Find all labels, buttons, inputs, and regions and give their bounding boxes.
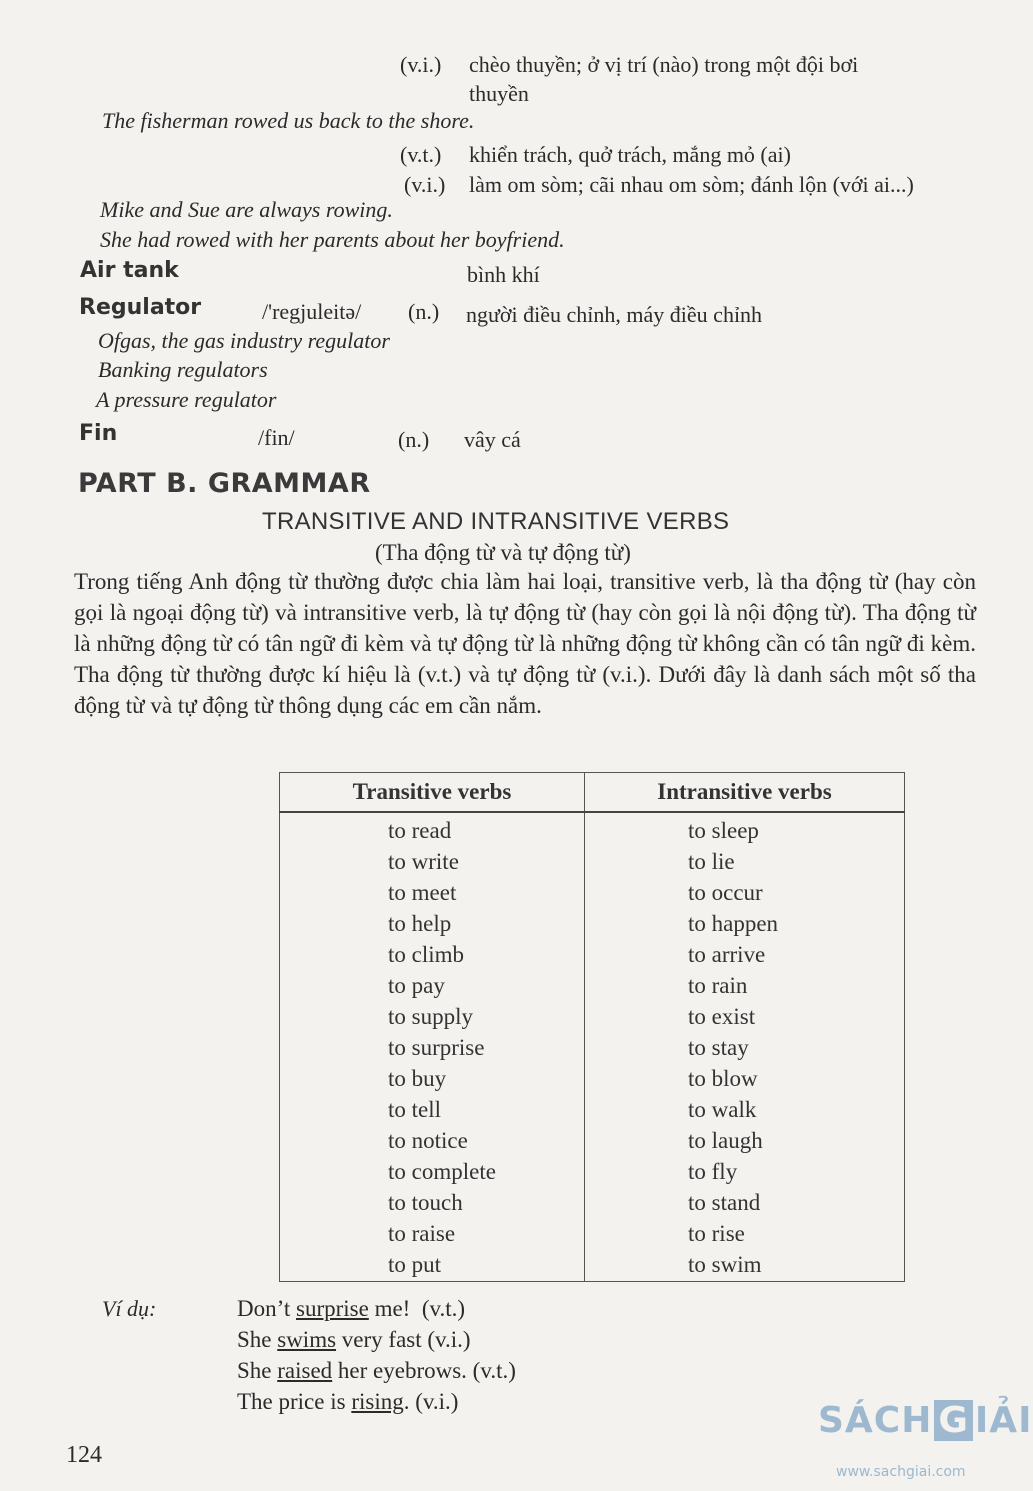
transitive-verb: to read [388,818,452,843]
vi1-tag: (v.i.) [400,52,442,77]
header-intransitive: Intransitive verbs [585,773,905,813]
example-text: very fast (v.i.) [336,1327,471,1352]
row-example-1: Mike and Sue are always rowing. [100,197,393,222]
regulator-pos: (n.) [408,299,440,324]
examples-label: Ví dụ: [102,1296,157,1321]
regulator-example-2: Banking regulators [98,357,268,382]
transitive-verb: to touch [388,1190,463,1215]
vi1-example: The fisherman rowed us back to the shore. [102,108,475,133]
vt-tag: (v.t.) [400,142,442,167]
intransitive-list [688,815,903,1280]
transitive-verb: to raise [388,1221,456,1246]
regulator-example-3: A pressure regulator [96,387,277,412]
intransitive-verb: to stand [688,1190,761,1215]
vi1-definition-line2: thuyền [469,81,529,106]
example-verb: surprise [296,1296,369,1321]
section-title: TRANSITIVE AND INTRANSITIVE VERBS [262,508,730,535]
regulator-ipa: /'regjuleitə/ [262,299,362,324]
headword-air-tank: Air tank [80,258,179,283]
transitive-verb: to complete [388,1159,496,1184]
transitive-verb: to put [388,1252,442,1277]
transitive-verb: to notice [388,1128,468,1153]
intransitive-verb: to blow [688,1066,758,1091]
example-text: me! (v.t.) [368,1296,466,1321]
example-text: her eyebrows. (v.t.) [332,1358,516,1383]
intransitive-column [585,812,905,1282]
vt-definition: khiển trách, quở trách, mắng mỏ (ai) [469,142,791,167]
example-sentence [237,1358,516,1384]
transitive-verb: to tell [388,1097,442,1122]
watermark-right: IẢI [974,1400,1033,1441]
header-transitive: Transitive verbs [280,773,585,813]
intransitive-verb: to happen [688,911,779,936]
intransitive-verb: to occur [688,880,763,905]
row-example-2: She had rowed with her parents about her boyfriend. [100,227,565,252]
transitive-verb: to meet [388,880,457,905]
intransitive-verb: to stay [688,1035,749,1060]
intro-paragraph: Trong tiếng Anh động từ thường được chia làm hai loại, transitive verb, là tha động từ (hay còn gọi là ngoại động từ) và intransitive verb, là tự động từ (hay còn gọi là nội động từ). Tha động từ là những động từ có tân ngữ đi kèm và tự động từ là những động từ không cần có tân ngữ đi kèm. Tha động từ thường được kí hiệu là (v.t.) và tự động từ (v.i.). Dưới đây là danh sách một số tha động từ và tự động từ thông dụng các em cần nắm. [74,569,976,718]
watermark-logo [818,1400,1033,1441]
intransitive-verb: to fly [688,1159,738,1184]
transitive-verb: to pay [388,973,445,998]
fin-ipa: /fin/ [258,425,295,450]
intransitive-verb: to walk [688,1097,757,1122]
example-text: She [237,1358,278,1383]
transitive-verb: to help [388,911,452,936]
intransitive-verb: to lie [688,849,735,874]
example-verb: raised [277,1358,333,1383]
intransitive-verb: to exist [688,1004,756,1029]
vi2-tag: (v.i.) [404,172,446,197]
watermark-box: G [934,1400,973,1441]
example-sentence [237,1296,465,1322]
watermark-left: SÁCH [818,1400,933,1441]
watermark-url: www.sachgiai.com [836,1464,966,1480]
example-verb: swims [277,1327,337,1352]
verbs-table [279,772,905,1282]
vi1-definition-line1: chèo thuyền; ở vị trí (nào) trong một đội bơi [469,52,859,77]
example-text: She [237,1327,278,1352]
intransitive-verb: to rain [688,973,748,998]
intransitive-verb: to swim [688,1252,762,1277]
transitive-verb: to climb [388,942,465,967]
example-verb: rising [351,1389,404,1414]
example-sentence [237,1327,471,1353]
fin-definition: vây cá [464,427,521,452]
air-tank-definition: bình khí [467,262,540,287]
fin-pos: (n.) [398,427,430,452]
transitive-column [280,812,585,1282]
section-subtitle: (Tha động từ và tự động từ) [375,540,631,565]
regulator-definition: người điều chỉnh, máy điều chỉnh [466,302,763,327]
example-text: . (v.i.) [403,1389,459,1414]
example-sentence [237,1389,458,1415]
transitive-verb: to write [388,849,459,874]
example-text: Don’t [237,1296,296,1321]
headword-regulator: Regulator [79,295,202,320]
vi2-definition: làm om sòm; cãi nhau om sòm; đánh lộn (với ai...) [469,172,914,197]
regulator-example-1: Ofgas, the gas industry regulator [98,328,390,353]
intransitive-verb: to rise [688,1221,745,1246]
intransitive-verb: to laugh [688,1128,763,1153]
intransitive-verb: to sleep [688,818,759,843]
part-title: PART B. GRAMMAR [78,468,371,499]
transitive-list [388,815,583,1280]
headword-fin: Fin [79,421,118,446]
transitive-verb: to surprise [388,1035,485,1060]
example-text: The price is [237,1389,352,1414]
transitive-verb: to supply [388,1004,473,1029]
page-number: 124 [66,1442,102,1468]
transitive-verb: to buy [388,1066,447,1091]
intransitive-verb: to arrive [688,942,766,967]
